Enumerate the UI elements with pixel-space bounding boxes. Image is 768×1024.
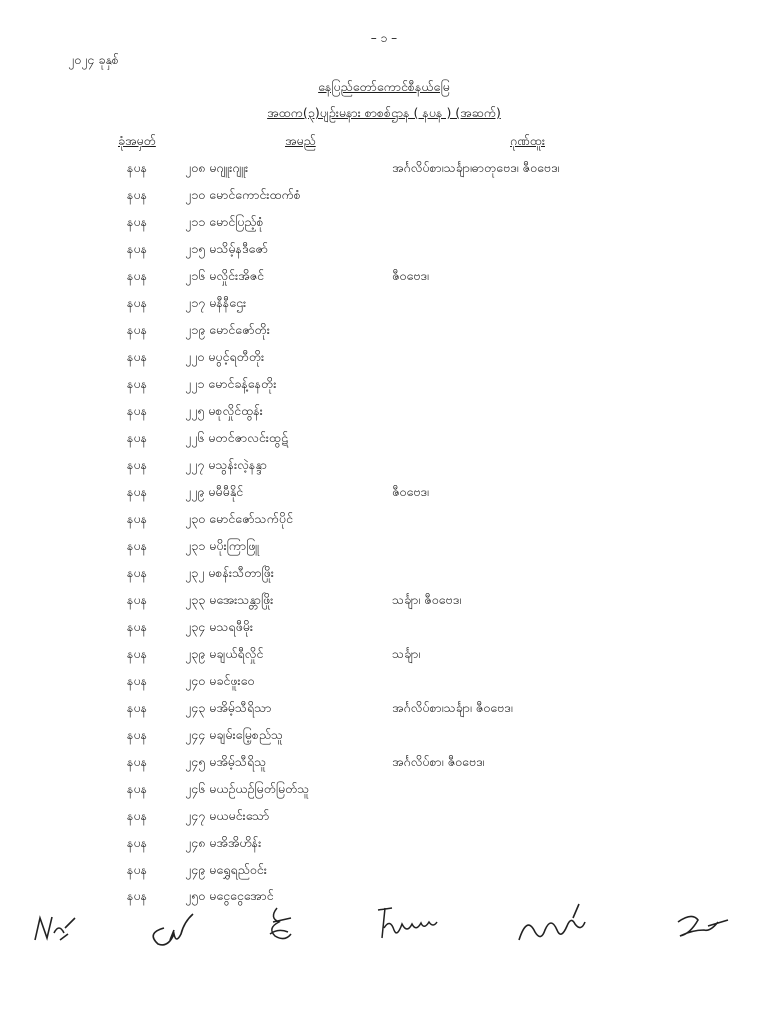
student-name: ၂၃၃ မအေးသန္တာဖြိုး xyxy=(185,592,274,607)
student-name: ၂၄၆ မယဉ်ယဉ်မြတ်မြတ်သူ xyxy=(185,781,310,796)
seat-code: နပန xyxy=(127,403,148,418)
column-header-distinction: ဂုဏ်ထူး xyxy=(510,133,545,148)
student-name: ၂၂၇ မသွန်းလဲ့နန္ဒာ xyxy=(185,457,267,472)
student-name: ၂၄၄ မချမ်းမြေ့စည်သူ xyxy=(185,727,284,742)
table-row xyxy=(0,754,768,780)
student-name: ၂၁၇ မနီနီဌေး xyxy=(185,295,247,310)
student-name: ၂၀၈ မဂျူးဂျူး xyxy=(185,160,249,175)
student-name: ၂၁၀ မောင်ကောင်းထက်စံ xyxy=(185,187,301,202)
student-name: ၂၄၅ မအိမ့်သီရိသူ xyxy=(185,754,267,769)
table-row xyxy=(0,808,768,834)
student-name: ၂၂၁ မောင်ခန့်နေတိုး xyxy=(185,376,277,391)
table-row xyxy=(0,187,768,213)
table-row xyxy=(0,619,768,645)
signature-3 xyxy=(255,900,300,950)
table-row xyxy=(0,565,768,591)
seat-code: နပန xyxy=(127,484,148,499)
distinction: အင်္ဂလိပ်စာ၊သင်္ချာ၊ ဇီဝဗေဒ၊ xyxy=(392,700,513,715)
student-name: ၂၁၁ မောင်ပြည့်စုံ xyxy=(185,214,264,229)
seat-code: နပန xyxy=(127,322,148,337)
seat-code: နပန xyxy=(127,160,148,175)
table-row xyxy=(0,160,768,186)
document-title: နေပြည်တော်ကောင်စီနယ်မြေ xyxy=(318,79,450,94)
signature-2 xyxy=(144,900,204,950)
student-name: ၂၃၄ မသရဖီမိုး xyxy=(185,619,254,634)
table-row xyxy=(0,538,768,564)
distinction: သင်္ချာ၊ ဇီဝဗေဒ၊ xyxy=(392,592,462,607)
student-name: ၂၃၀ မောင်ဇော်သက်ပိုင် xyxy=(185,511,293,526)
seat-code: နပန xyxy=(127,376,148,391)
signature-1 xyxy=(30,900,80,950)
seat-code: နပန xyxy=(127,457,148,472)
table-row xyxy=(0,376,768,402)
student-name: ၂၄၈ မအိအိဟိန်း xyxy=(185,835,262,850)
table-row xyxy=(0,781,768,807)
seat-code: နပန xyxy=(127,808,148,823)
student-name: ၂၃၁ မပိုးကြာဖြူ xyxy=(185,538,259,553)
distinction: သင်္ချာ၊ xyxy=(392,646,421,661)
seat-code: နပန xyxy=(127,268,148,283)
table-row xyxy=(0,322,768,348)
table-row xyxy=(0,268,768,294)
student-name: ၂၄၇ မယမင်းသော် xyxy=(185,808,270,823)
table-row xyxy=(0,646,768,672)
table-row xyxy=(0,457,768,483)
distinction: ဇီဝဗေဒ၊ xyxy=(392,484,429,499)
student-name: ၂၂၀ မပွင့်ရတီတိုး xyxy=(185,349,265,364)
table-row xyxy=(0,511,768,537)
table-row xyxy=(0,403,768,429)
seat-code: နပန xyxy=(127,214,148,229)
table-row xyxy=(0,700,768,726)
year-label: ၂၀၂၄ ခုနှစ် xyxy=(68,52,119,67)
student-name: ၂၁၆ မလှိုင်းအိဇင် xyxy=(185,268,264,283)
table-row xyxy=(0,592,768,618)
table-row xyxy=(0,214,768,240)
table-row xyxy=(0,241,768,267)
document-subtitle: အထက(၃)ပျဉ်းမနား စာစစ်ဌာန ( နပန ) (အဆက်) xyxy=(267,105,501,120)
seat-code: နပန xyxy=(127,538,148,553)
table-row xyxy=(0,673,768,699)
student-name: ၂၄၉ မရွှေရည်ဝင်း xyxy=(185,862,267,877)
distinction: အင်္ဂလိပ်စာ၊ ဇီဝဗေဒ၊ xyxy=(392,754,485,769)
table-row xyxy=(0,430,768,456)
table-row xyxy=(0,835,768,861)
seat-code: နပန xyxy=(127,295,148,310)
table-row xyxy=(0,727,768,753)
column-header-seat-number: ခုံအမှတ် xyxy=(118,133,156,148)
seat-code: နပန xyxy=(127,187,148,202)
seat-code: နပန xyxy=(127,888,148,903)
distinction: အင်္ဂလိပ်စာ၊သင်္ချာ၊ဓာတုဗေဒ၊ ဇီဝဗေဒ၊ xyxy=(392,160,560,175)
student-name: ၂၁၉ မောင်ဇော်တိုး xyxy=(185,322,270,337)
distinction: ဇီဝဗေဒ၊ xyxy=(392,268,429,283)
seat-code: နပန xyxy=(127,646,148,661)
student-name: ၂၂၉ မမီမီနိုင် xyxy=(185,484,244,499)
student-name: ၂၅၀ မငွေငွေအောင် xyxy=(185,888,274,903)
student-name: ၂၂၆ မတင်ဇာလင်းထွဋ် xyxy=(185,430,288,445)
seat-code: နပန xyxy=(127,862,148,877)
student-name: ၂၁၅ မသိမ့်နဒီဇော် xyxy=(185,241,268,256)
seat-code: နပန xyxy=(127,727,148,742)
seat-code: နပန xyxy=(127,835,148,850)
seat-code: နပန xyxy=(127,700,148,715)
column-header-name: အမည် xyxy=(285,133,316,148)
table-row xyxy=(0,862,768,888)
seat-code: နပန xyxy=(127,619,148,634)
seat-code: နပန xyxy=(127,592,148,607)
table-row xyxy=(0,295,768,321)
seat-code: နပန xyxy=(127,511,148,526)
seat-code: နပန xyxy=(127,781,148,796)
seat-code: နပန xyxy=(127,565,148,580)
seat-code: နပန xyxy=(127,673,148,688)
table-row xyxy=(0,349,768,375)
table-row xyxy=(0,484,768,510)
signature-4 xyxy=(370,900,445,950)
page-number: – ၁ – xyxy=(370,31,398,45)
student-name: ၂၃၂ မစန်းသီတာဖြိုး xyxy=(185,565,274,580)
student-name: ၂၄၀ မခင်ဖူးဝေ xyxy=(185,673,255,688)
seat-code: နပန xyxy=(127,754,148,769)
signature-5 xyxy=(515,900,595,950)
seat-code: နပန xyxy=(127,349,148,364)
student-name: ၂၄၃ မအိမ့်သီရိသာ xyxy=(185,700,272,715)
seat-code: နပန xyxy=(127,241,148,256)
signature-6 xyxy=(668,900,738,950)
student-name: ၂၂၅ မစုလှိုင်ထွန်း xyxy=(185,403,263,418)
seat-code: နပန xyxy=(127,430,148,445)
student-name: ၂၃၉ မချယ်ရီလှိုင် xyxy=(185,646,264,661)
